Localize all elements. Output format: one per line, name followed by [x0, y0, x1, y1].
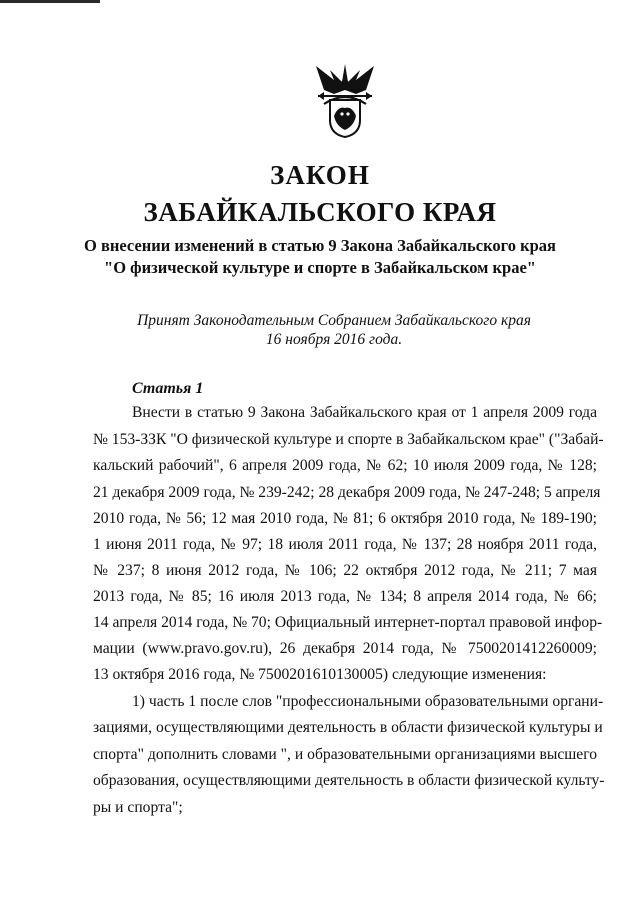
- article-text-line: кальский рабочий", 6 апреля 2009 года, № 62; 10 июля 2009 года, № 128;: [93, 457, 597, 474]
- article-text-line: № 153-ЗЗК "О физической культуре и спорте в Забайкальском крае" ("Забай-: [93, 431, 604, 448]
- article-text-line: 2010 года, № 56; 12 мая 2010 года, № 81; 6 октября 2010 года, № 189-190;: [93, 510, 597, 527]
- law-subtitle-line-2: "О физической культуре и спорте в Забайкальском крае": [104, 258, 536, 277]
- article-heading: Статья 1: [132, 380, 204, 397]
- article-item-text-line: спорта" дополнить словами ", и образовательными организациями высшего: [93, 746, 597, 763]
- adoption-note-line-1: Принят Законодательным Собранием Забайкальского края: [137, 312, 531, 329]
- article-item-text-line: 1) часть 1 после слов "профессиональными образовательными органи-: [132, 693, 604, 710]
- article-text-line: мации (www.pravo.gov.ru), 26 декабря 2014 года, № 7500201412260009;: [93, 640, 597, 657]
- law-subtitle-line-1: О внесении изменений в статью 9 Закона Забайкальского края: [84, 236, 556, 255]
- article-text-line: 2013 года, № 85; 16 июля 2013 года, № 134; 8 апреля 2014 года, № 66;: [93, 588, 597, 605]
- article-text-line: Внести в статью 9 Закона Забайкальского края от 1 апреля 2009 года: [132, 404, 597, 421]
- law-title: ЗАКОН: [270, 160, 370, 190]
- article-item-text-line: зациями, осуществляющими деятельность в области физической культуры и: [93, 719, 603, 736]
- coat-of-arms-icon: [312, 60, 378, 138]
- article-item-text-line: образования, осуществляющими деятельность в области физической культу-: [93, 772, 605, 789]
- law-region-title: ЗАБАЙКАЛЬСКОГО КРАЯ: [143, 197, 497, 227]
- article-text-line: 13 октября 2016 года, № 7500201610130005) следующие изменения:: [93, 666, 547, 683]
- article-text-line: 14 апреля 2014 года, № 70; Официальный интернет-портал правовой инфор-: [93, 614, 603, 631]
- adoption-note-line-2: 16 ноября 2016 года.: [265, 331, 403, 348]
- scan-edge-line: [0, 0, 100, 3]
- article-text-line: 21 декабря 2009 года, № 239-242; 28 декабря 2009 года, № 247-248; 5 апреля: [93, 484, 601, 501]
- article-text-line: 1 июня 2011 года, № 97; 18 июля 2011 года, № 137; 28 ноября 2011 года,: [93, 536, 597, 553]
- article-text-line: № 237; 8 июня 2012 года, № 106; 22 октября 2012 года, № 211; 7 мая: [93, 562, 597, 579]
- article-item-text-line: ры и спорта";: [93, 799, 183, 816]
